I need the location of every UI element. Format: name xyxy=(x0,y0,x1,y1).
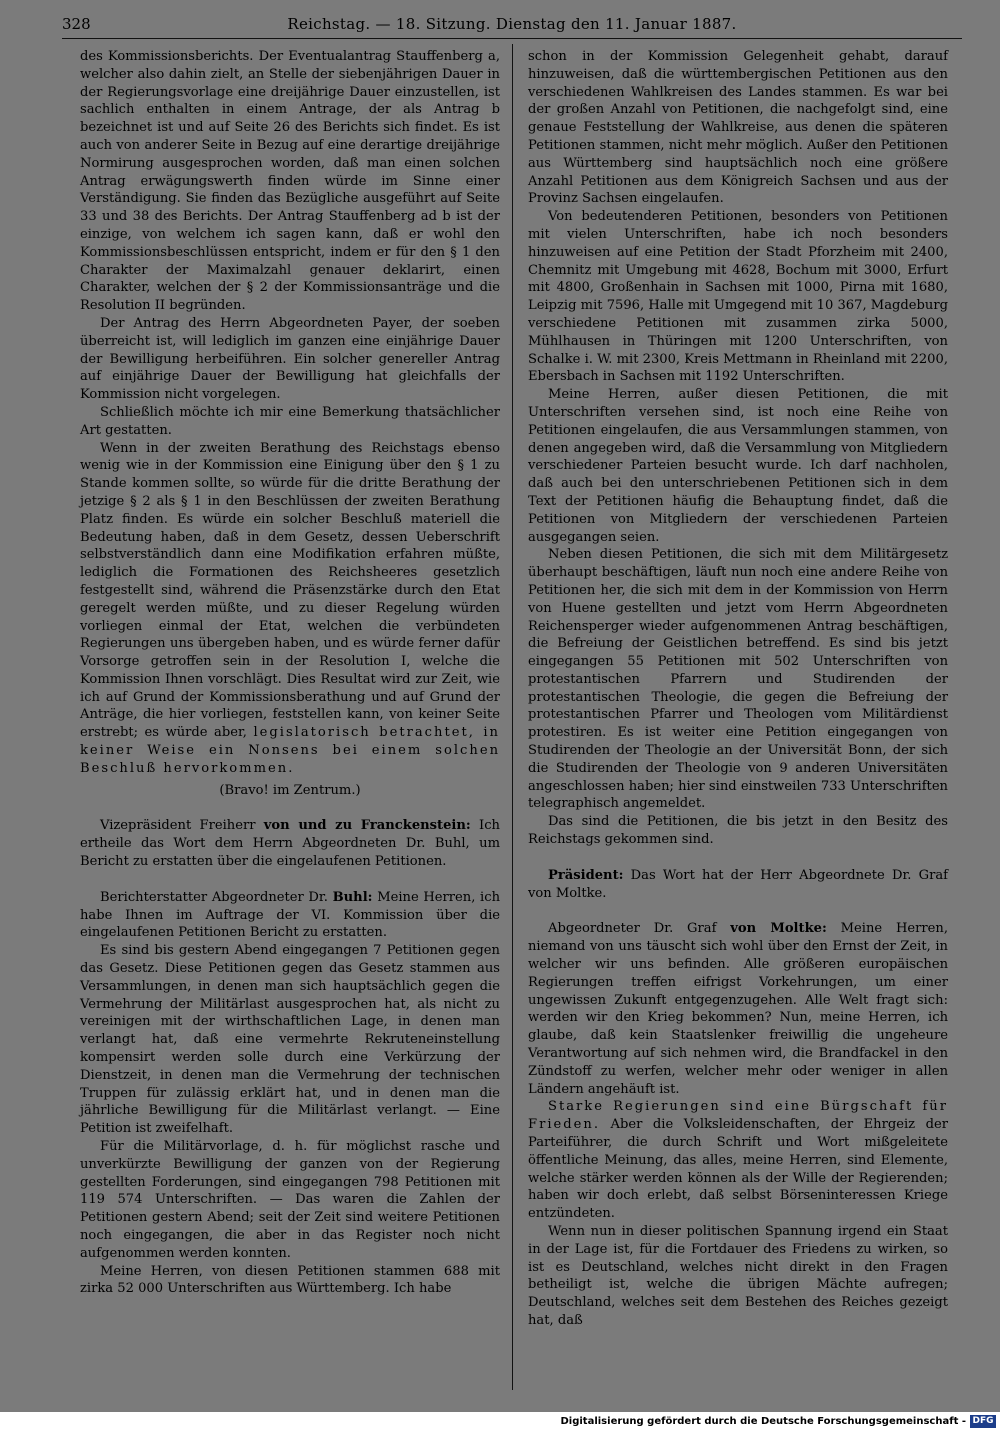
header-rule xyxy=(62,38,962,39)
emphasized-text: Starke Regierungen sind eine Bürgschaft für Frieden. xyxy=(528,1099,948,1133)
column-rule xyxy=(512,44,513,1390)
paragraph: schon in der Kommission Gelegenheit gehabt, darauf hinzuweisen, daß die württembergischen Petitionen aus den verschiedenen Wahlkreisen des Landes stammen. Es war bei der großen Anzahl von Petitionen, die nachgefolgt sind, eine genaue Feststellung der Wahlkreise, aus denen die späteren Petitionen stammen, nicht mehr möglich. Außer den Petitionen aus Württemberg sind hauptsächlich noch eine größere Anzahl Petitionen aus dem Königreich Sachsen und aus der Provinz Sachsen eingelaufen. xyxy=(528,49,948,207)
paragraph: Für die Militärvorlage, d. h. für möglichst rasche und unverkürzte Bewilligung der ganzen von der Regierung gestellten Forderungen, sind eingegangen 798 Petitionen mit 119 574 Unterschriften. — Das waren die Zahlen der Petitionen gestern Abend; seit der Zeit sind weitere Petitionen noch eingegangen, die aber in das Register noch nicht aufgenommen werden konnten. xyxy=(80,1139,500,1261)
paragraph-text: Aber die Volksleidenschaften, der Ehrgeiz der Parteiführer, die durch Schrift und Wort mißgeleitete öffentliche Meinung, das alles, meine Herren, sind Elemente, welche stärker werden können als der Wille der Regierenden; haben wir doch erlebt, daß selbst Börseninteressen Kriege entzündeten. xyxy=(528,1117,948,1222)
right-column xyxy=(528,48,948,1330)
applause-note: (Bravo! im Zentrum.) xyxy=(219,782,361,798)
paragraph xyxy=(528,1098,948,1223)
paragraph xyxy=(80,817,500,870)
paragraph-text: Das Wort hat der Herr Abgeordnete Dr. Graf von Moltke. xyxy=(528,867,948,901)
paragraph: des Kommissionsberichts. Der Eventualantrag Stauffenberg a, welcher also dahin zielt, an Stelle der siebenjährigen Dauer in der Regierungsvorlage eine dreijährige Dauer einzustellen, ist sachlich enthalten in einem Antrage, der als Antrag b bezeichnet ist und auf Seite 26 des Berichts sich findet. Es ist auch von anderer Seite in Bezug auf eine derartige dreijährige Normirung ausgesprochen worden, daß man einen solchen Antrag erwägungswerth finden würde im Sinne einer Verständigung. Sie finden das Bezügliche ausgeführt auf Seite 33 und 38 des Berichts. Der Antrag Stauffenberg ad b ist der einzige, von welchem ich sagen kann, daß er wohl den Kommissionsbeschlüssen entspricht, indem er für den § 1 den Charakter der Maximalzahl genauer deklarirt, einen Charakter, welchen der § 2 der Kommissionsanträge und die Resolution II begründen. xyxy=(80,49,500,314)
speaker-title: Abgeordneter Dr. Graf xyxy=(548,921,717,937)
paragraph xyxy=(80,440,500,778)
speaker-title: Berichterstatter Abgeordneter Dr. xyxy=(100,889,328,905)
paragraph: Es sind bis gestern Abend eingegangen 7 Petitionen gegen das Gesetz. Diese Petitionen gegen das Gesetz stammen aus Versammlungen, in denen man sich hauptsächlich gegen die Vermehrung der Militärlast ausgesprochen hat, als nicht zu vereinigen mit der wirthschaftlichen Lage, in denen man verlangt hat, daß eine vermehrte Rekruteneinstellung kompensirt werden solle durch eine Verkürzung der Dienstzeit, in denen man die Vermehrung der technischen Truppen für zulässig erklärt hat, und in denen man die jährliche Bewilligung für die Militärlast verlangt. — Eine Petition ist zweifelhaft. xyxy=(80,943,500,1137)
speaker-name: von und zu Franckenstein: xyxy=(263,818,471,834)
paragraph: Neben diesen Petitionen, die sich mit dem Militärgesetz überhaupt beschäftigen, läuft nun noch eine andere Reihe von Petitionen her, die sich mit dem in der Kommission von Herrn von Huene gestellten und jetzt vom Herrn Abgeordneten Reichensperger wieder aufgenommenen Antrag beschäftigen, die Befreiung der Geistlichen betreffend. Es sind bis jetzt eingegangen 55 Petitionen mit 502 Unterschriften von protestantischen Pfarrern und Studirenden der protestantischen Theologie, die gegen die Befreiung der protestantischen Pfarrer und Theologen vom Militärdienst protestiren. Es ist weiter eine Petition eingegangen von Studirenden der Theologie an der Universität Bonn, der sich die Studirenden der Theologie von 9 anderen Universitäten angeschlossen haben; hier sind einstweilen 733 Unterschriften telegraphisch angemeldet. xyxy=(528,547,948,812)
paragraph: Wenn nun in dieser politischen Spannung irgend ein Staat in der Lage ist, für die Fortdauer des Friedens zu wirken, so ist es Deutschland, welches nicht direkt in den Fragen betheiligt ist, welche die übrigen Mächte aufregen; Deutschland, welches seit dem Bestehen des Reiches gezeigt hat, daß xyxy=(528,1224,948,1328)
paragraph xyxy=(528,867,948,903)
emphasized-text: legislatorisch betrachtet, in keiner Weise ein Nonsens bei einem solchen Beschluß hervorkommen. xyxy=(80,725,500,776)
left-column xyxy=(80,48,500,1298)
paragraph-text: Wenn in der zweiten Berathung des Reichstags ebenso wenig wie in der Kommission eine Einigung über den § 1 zu Stande kommen sollte, so würde für die dritte Berathung der jetzige § 2 als § 1 in den Beschlüssen der zweiten Berathung Platz finden. Es würde ein solcher Beschluß materiell die Bedeutung haben, daß in dem Gesetz, dessen Ueberschrift selbstverständlich dann eine Modifikation erfahren müßte, lediglich die Formationen des Reichsheeres gesetzlich festgestellt sind, während die Präsenzstärke durch den Etat geregelt werden müßte, und zu dieser Regelung würden vorliegen einmal der Etat, welchen die verbündeten Regierungen uns übergeben haben, und es würde ferner dafür Vorsorge getroffen sein in der Resolution I, welche die Kommission Ihnen vorschlägt. Dies Resultat wird zur Zeit, wie ich auf Grund der Kommissionsberathung und auf Grund der Anträge, die hier vorliegen, feststellen kann, von keiner Seite erstrebt; es würde aber, xyxy=(80,440,500,741)
page-header xyxy=(62,12,962,36)
paragraph-text: Meine Herren, ich habe Ihnen im Auftrage der VI. Kommission über die eingelaufenen Petitionen Bericht zu erstatten. xyxy=(80,889,501,941)
speaker-name: Buhl: xyxy=(332,889,373,905)
paragraph: Meine Herren, von diesen Petitionen stammen 688 mit zirka 52 000 Unterschriften aus Württemberg. Ich habe xyxy=(80,1263,500,1297)
paragraph xyxy=(528,920,948,1098)
paragraph: Von bedeutenderen Petitionen, besonders von Petitionen mit vielen Unterschriften, habe ich noch besonders hinzuweisen auf eine Petition der Stadt Pforzheim mit 2400, Chemnitz mit Umgebung mit 4628, Bochum mit 3000, Erfurt mit 4800, Großenhain in Sachsen mit 1000, Pirna mit 1680, Leipzig mit 7596, Halle mit Umgegend mit 10 367, Magdeburg verschiedene Petitionen mit zusammen zirka 5000, Mühlhausen in Thüringen mit 1200 Unterschriften, von Schalke i. W. mit 2300, Kreis Mettmann in Rheinland mit 2200, Ebersbach in Sachsen mit 1192 Unterschriften. xyxy=(528,209,948,385)
paragraph xyxy=(80,889,500,942)
paragraph: Schließlich möchte ich mir eine Bemerkung thatsächlicher Art gestatten. xyxy=(80,404,500,438)
paragraph-text: Ich ertheile das Wort dem Herrn Abgeordneten Dr. Buhl, um Bericht zu erstatten über die eingelaufenen Petitionen. xyxy=(80,818,500,870)
paragraph-text: Meine Herren, niemand von uns täuscht sich wohl über den Ernst der Zeit, in welcher wir uns befinden. Alle größeren europäischen Regierungen treffen eifrigst Vorkehrungen, um einer ungewissen Zukunft entgegenzugehen. Alle Welt fragt sich: werden wir den Krieg bekommen? Nun, meine Herren, ich glaube, daß kein Staatslenker freiwillig die ungeheure Verantwortung auf sich nehmen wird, die Brandfackel in den Zündstoff zu werfen, welcher mehr oder weniger in allen Ländern angehäuft ist. xyxy=(528,921,949,1097)
paragraph: Der Antrag des Herrn Abgeordneten Payer, der soeben überreicht ist, will lediglich im ganzen eine einjährige Dauer der Bewilligung herbeiführen. Ein solcher genereller Antrag auf einjährige Dauer der Bewilligung hat gleichfalls der Kommission nicht vorgelegen. xyxy=(80,315,500,403)
speaker-name: Präsident: xyxy=(548,867,624,883)
digitization-credit: Digitalisierung gefördert durch die Deutsche Forschungsgemeinschaft - xyxy=(560,1416,966,1427)
dfg-logo: DFG xyxy=(970,1415,996,1428)
speaker-name: von Moltke: xyxy=(730,921,827,937)
paragraph: Meine Herren, außer diesen Petitionen, die mit Unterschriften versehen sind, ist noch eine Reihe von Petitionen eingelaufen, die aus Versammlungen stammen, von denen angegeben wird, daß die Versammlung von Mitgliedern verschiedener Parteien besucht wurde. Ich darf nachholen, daß auch bei den unterschriebenen Petitionen sich in dem Text der Petitionen häufig die Behauptung findet, daß die Petitionen von Mitgliedern der verschiedenen Parteien ausgegangen seien. xyxy=(528,387,948,545)
running-head: Reichstag. — 18. Sitzung. Dienstag den 11. Januar 1887. xyxy=(287,15,737,33)
speaker-title: Vizepräsident Freiherr xyxy=(100,818,256,834)
paragraph: Das sind die Petitionen, die bis jetzt in den Besitz des Reichstags gekommen sind. xyxy=(528,814,948,848)
page-number: 328 xyxy=(62,15,91,33)
